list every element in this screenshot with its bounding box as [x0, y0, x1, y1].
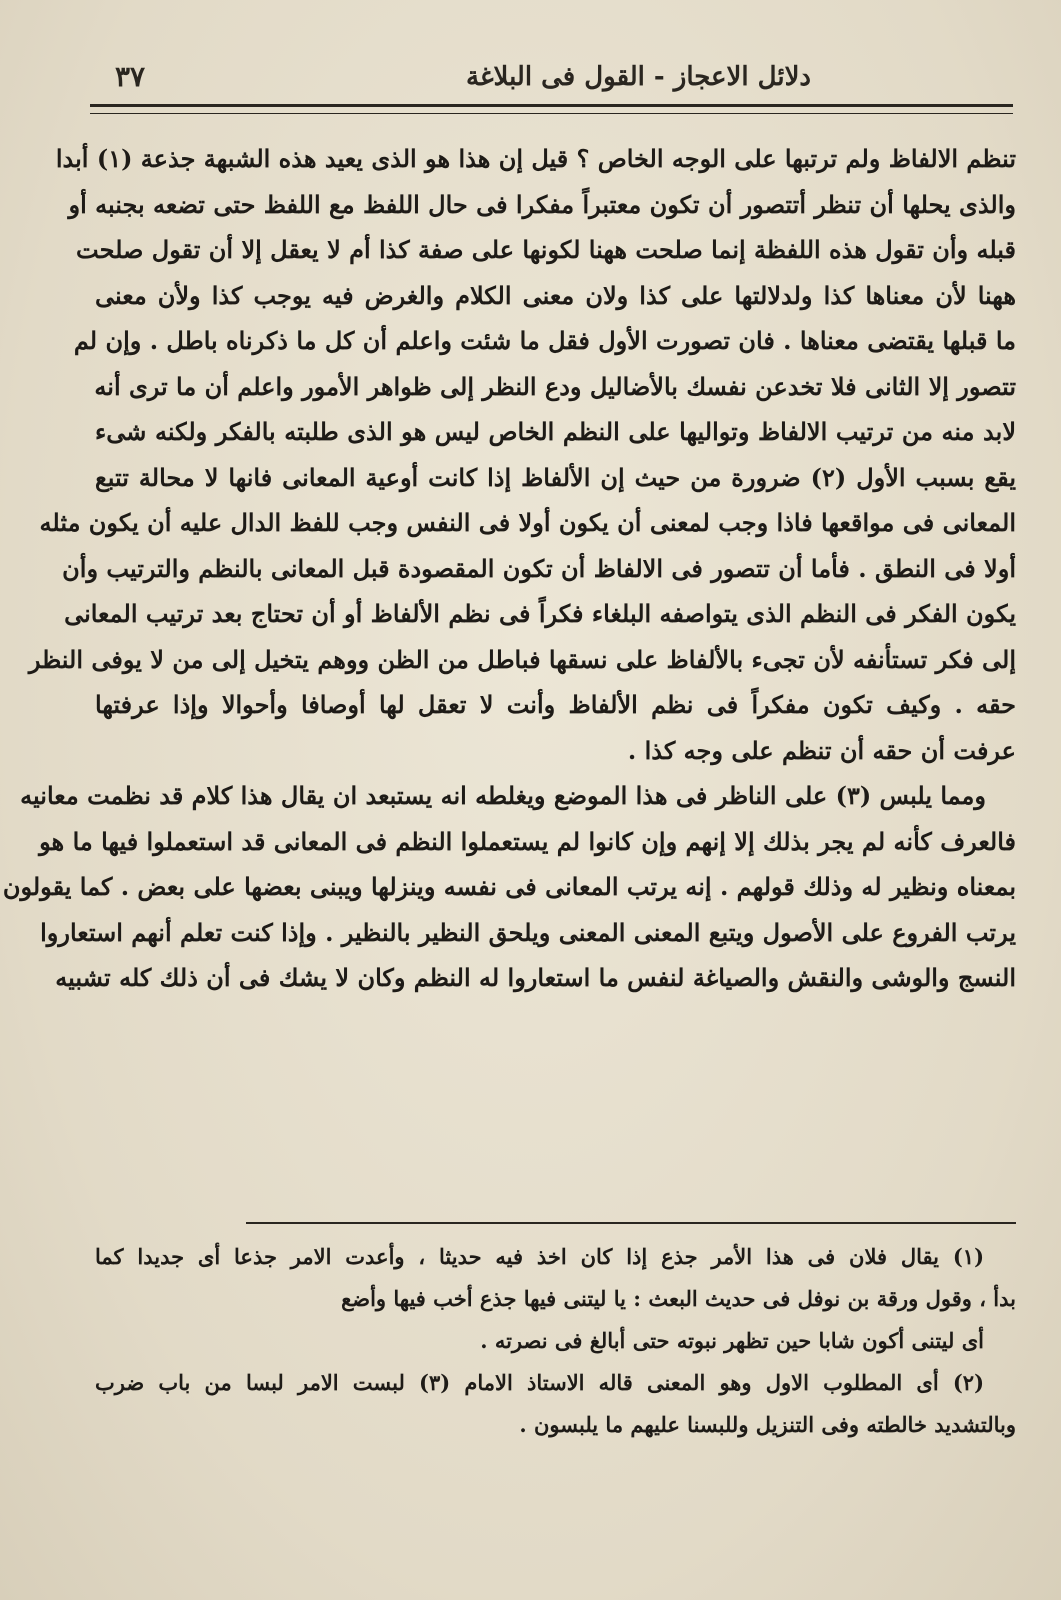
- text-line: المعانى فى مواقعها فاذا وجب لمعنى أن يكون أولا فى النفس وجب للفظ الدال عليه أن يكون مثله: [39, 508, 1016, 537]
- footnote-rule: [246, 1222, 1016, 1224]
- paragraph-start-line: ومما يلبس (٣) على الناظر فى هذا الموضع ويغلطه انه يستبعد ان يقال هذا كلام قد نظمت معانيه: [20, 781, 986, 810]
- main-text: [2, 136, 1016, 1001]
- text-line: قبله وأن تقول هذه اللفظة إنما صلحت ههنا لكونها على صفة كذا أم لا يعقل إلا أن تقول صلحت: [76, 235, 1016, 264]
- text-line: حقه . وكيف تكون مفكراً فى نظم الألفاظ وأنت لا تعقل لها أوصافا وأحوالا وإذا عرفتها: [95, 690, 1016, 719]
- page-number: ٣٧: [115, 60, 146, 93]
- text-line: لابد منه من ترتيب الالفاظ وتواليها على النظم الخاص ليس هو الذى طلبته بالفكر ولكنه شىء: [95, 417, 1016, 446]
- text-line: يرتب الفروع على الأصول ويتبع المعنى المعنى ويلحق النظير بالنظير . وإذا كنت تعلم أنهم استعاروا: [40, 917, 1016, 947]
- text-line: بمعناه ونظير له وذلك قولهم . إنه يرتب المعانى فى نفسه وينزلها ويبنى بعضها على بعض . كما يقولون: [2, 872, 1016, 901]
- text-line: ههنا لأن معناها كذا ولدلالتها على كذا ولان معنى الكلام والغرض فيه يوجب كذا ولأن معنى: [95, 280, 1016, 310]
- header-rule: [90, 104, 1013, 114]
- text-line: فالعرف كأنه لم يجر بذلك إلا إنهم وإن كانوا لم يستعملوا النظم فى المعانى قد استعملوا فيها ما هو: [39, 826, 1016, 856]
- text-line: ما قبلها يقتضى معناها . فان تصورت الأول فقل ما شئت واعلم أن كل ما ذكرناه باطل . وإن لم: [73, 326, 1016, 355]
- text-line: يكون الفكر فى النظم الذى يتواصفه البلغاء فكراً فى نظم الألفاظ أو أن تحتاج بعد ترتيب المعانى: [64, 599, 1016, 628]
- footnote-line: وبالتشديد خالطته وفى التنزيل وللبسنا عليهم ما يلبسون .: [519, 1412, 1016, 1437]
- text-line: يقع بسبب الأول (٢) ضرورة من حيث إن الألفاظ إذا كانت أوعية المعانى فانها لا محالة تتبع: [95, 462, 1016, 492]
- text-line: تتصور إلا الثانى فلا تخدعن نفسك بالأضاليل ودع النظر إلى ظواهر الأمور واعلم أن ما ترى أنه: [94, 371, 1016, 401]
- text-line: النسج والوشى والنقش والصياغة لنفس ما استعاروا له النظم وكان لا يشك فى أن ذلك كله تشبيه: [55, 963, 1016, 992]
- running-title: دلائل الاعجاز - القول فى البلاغة: [466, 62, 811, 92]
- footnotes: [95, 1236, 1016, 1446]
- text-line: إلى فكر تستأنفه لأن تجىء بالألفاظ على نسقها فباطل من الظن ووهم يتخيل إلى من لا يوفى النظر: [28, 644, 1016, 674]
- paragraph-end-line: عرفت أن حقه أن تنظم على وجه كذا .: [627, 735, 1016, 765]
- footnote-line: (١) يقال فلان فى هذا الأمر جذع إذا كان اخذ فيه حديثا ، وأعدت الامر جذعا أى جديدا كما: [95, 1244, 984, 1269]
- footnote-line: بدأ ، وقول ورقة بن نوفل فى حديث البعث : يا ليتنى فيها جذع أخب فيها وأضع: [341, 1286, 1016, 1311]
- text-line: والذى يحلها أن تنظر أتتصور أن تكون معتبراً مفكرا فى حال اللفظ مع اللفظ حتى تضعه بجنبه أو: [68, 189, 1016, 219]
- running-header: [95, 58, 1011, 106]
- text-line: أولا فى النطق . فأما أن تتصور فى الالفاظ أن تكون المقصودة قبل المعانى بالنظم والترتيب وأن: [62, 553, 1016, 583]
- footnote-line: (٢) أى المطلوب الاول وهو المعنى قاله الاستاذ الامام (٣) لبست الامر لبسا من باب ضرب: [95, 1370, 985, 1395]
- text-line: تنظم الالفاظ ولم ترتبها على الوجه الخاص ؟ قيل إن هذا هو الذى يعيد هذه الشبهة جذعة (١) أبدا: [55, 144, 1016, 173]
- footnote-line: أى ليتنى أكون شابا حين تظهر نبوته حتى أبالغ فى نصرته .: [480, 1328, 984, 1353]
